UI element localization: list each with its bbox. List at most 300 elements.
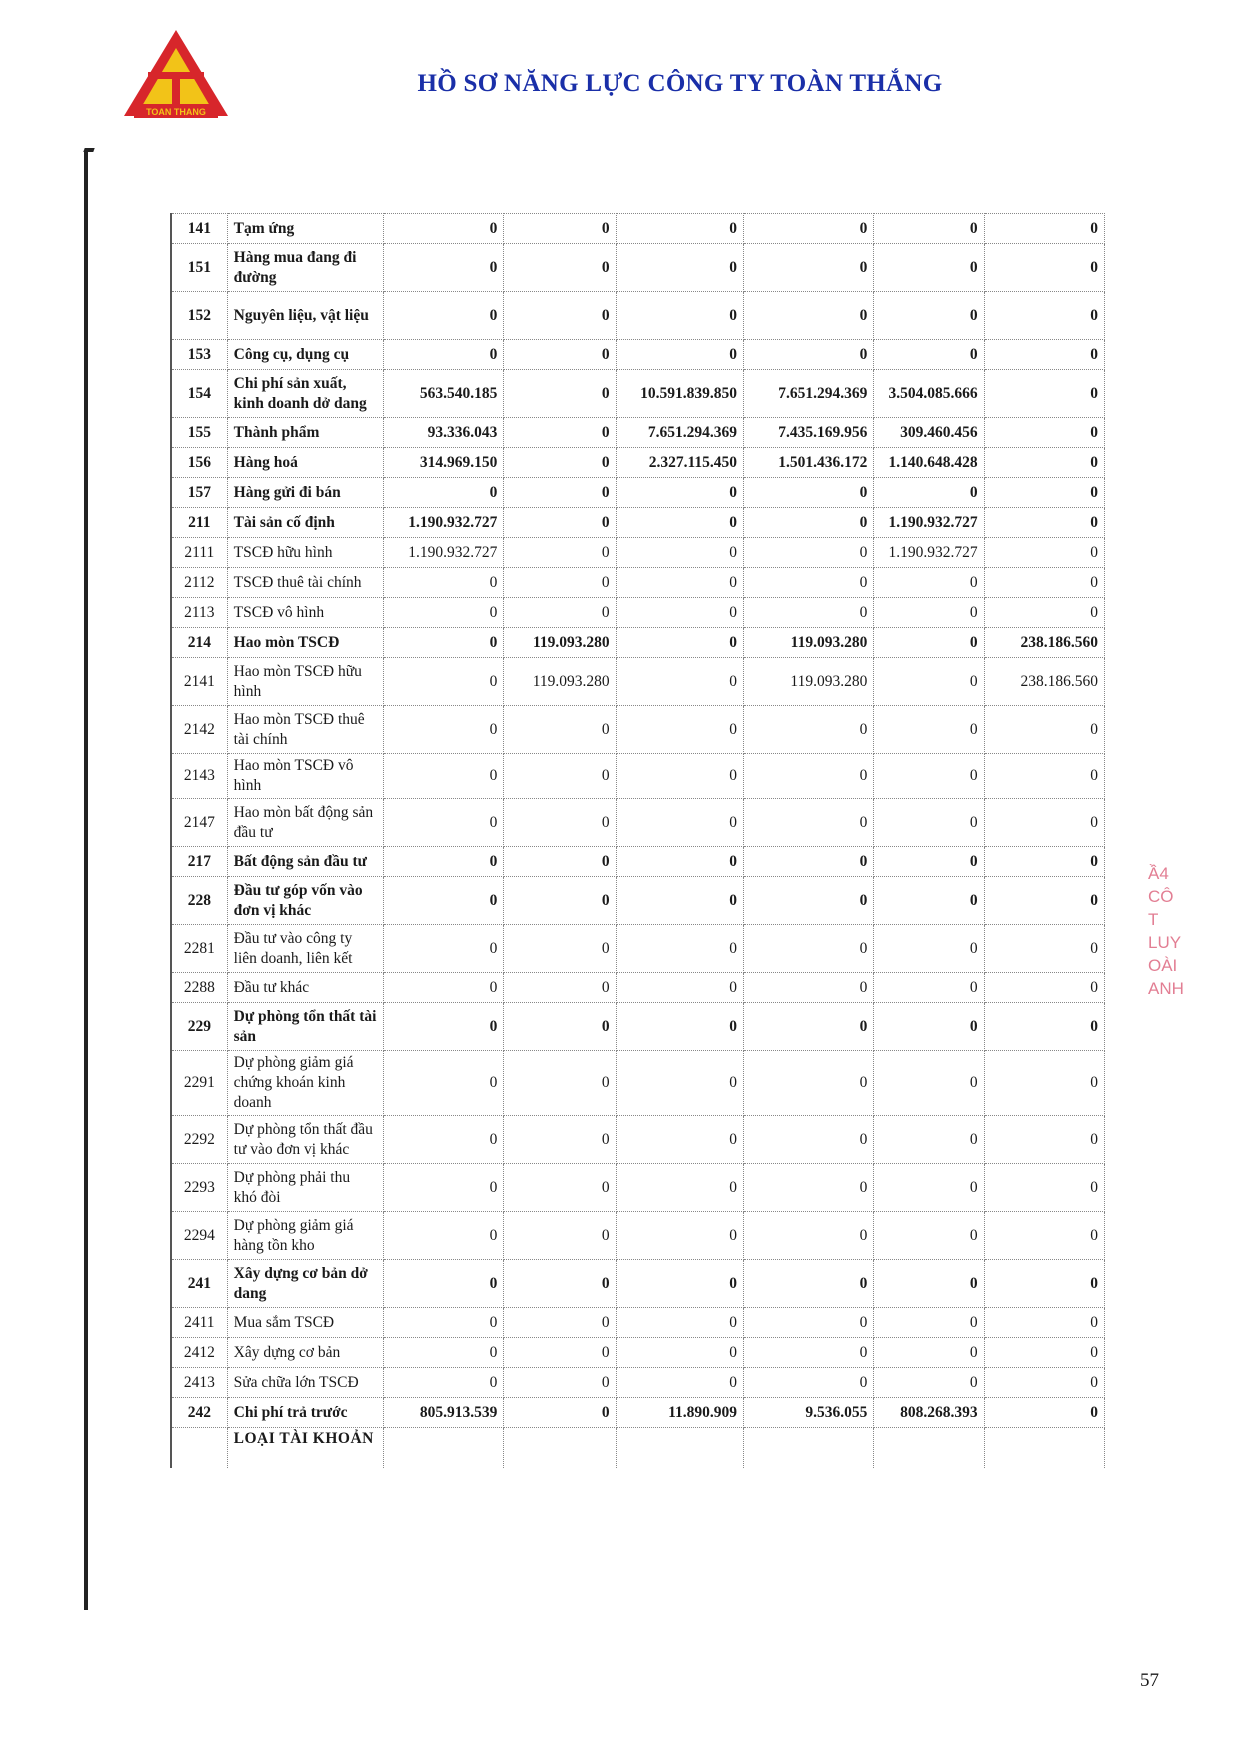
amount-cell: 0: [616, 877, 743, 925]
amount-cell: 0: [504, 448, 616, 478]
account-name: Chi phí trả trước: [227, 1398, 383, 1428]
account-name: Công cụ, dụng cụ: [227, 340, 383, 370]
amount-cell: 0: [874, 1338, 984, 1368]
table-row: [171, 706, 1105, 754]
amount-cell: 0: [384, 1116, 504, 1164]
amount-cell: 0: [504, 925, 616, 973]
account-name: Xây dựng cơ bản: [227, 1338, 383, 1368]
amount-cell: 119.093.280: [743, 628, 873, 658]
account-name: Dự phòng phải thu khó đòi: [227, 1164, 383, 1212]
account-name: TSCĐ vô hình: [227, 598, 383, 628]
amount-cell: 1.501.436.172: [743, 448, 873, 478]
amount-cell: 0: [616, 973, 743, 1003]
amount-cell: 0: [874, 1308, 984, 1338]
amount-cell: 805.913.539: [384, 1398, 504, 1428]
amount-cell: 0: [616, 292, 743, 340]
amount-cell: 0: [384, 1308, 504, 1338]
account-code: 2411: [171, 1308, 227, 1338]
table-row: [171, 448, 1105, 478]
amount-cell: 0: [616, 478, 743, 508]
amount-cell: 0: [874, 292, 984, 340]
margin-line: [84, 150, 88, 1610]
amount-cell: 1.190.932.727: [874, 538, 984, 568]
amount-cell: 0: [504, 973, 616, 1003]
amount-cell: 0: [504, 340, 616, 370]
table-row: [171, 478, 1105, 508]
amount-cell: 0: [504, 1212, 616, 1260]
stamp-text: LUY: [1148, 933, 1182, 952]
account-code: 217: [171, 847, 227, 877]
amount-cell: 0: [384, 628, 504, 658]
amount-cell: 0: [384, 799, 504, 847]
account-name: Dự phòng giảm giá hàng tồn kho: [227, 1212, 383, 1260]
table-row: [171, 508, 1105, 538]
account-name: Dự phòng tổn thất đầu tư vào đơn vị khác: [227, 1116, 383, 1164]
amount-cell: 808.268.393: [874, 1398, 984, 1428]
amount-cell: 0: [874, 877, 984, 925]
amount-cell: 0: [504, 847, 616, 877]
account-name: Hao mòn bất động sản đầu tư: [227, 799, 383, 847]
table-row: [171, 1308, 1105, 1338]
amount-cell: 0: [616, 754, 743, 799]
amount-cell: 0: [504, 754, 616, 799]
amount-cell: 0: [616, 1212, 743, 1260]
amount-cell: 2.327.115.450: [616, 448, 743, 478]
account-name: Hao mòn TSCĐ thuê tài chính: [227, 706, 383, 754]
empty-cell: [504, 1428, 616, 1469]
amount-cell: 0: [504, 214, 616, 244]
account-code: 2288: [171, 973, 227, 1003]
account-name: Dự phòng tổn thất tài sản: [227, 1003, 383, 1051]
amount-cell: 7.651.294.369: [743, 370, 873, 418]
amount-cell: 0: [504, 1368, 616, 1398]
amount-cell: 0: [743, 1003, 873, 1051]
amount-cell: 0: [984, 1116, 1104, 1164]
amount-cell: 0: [874, 847, 984, 877]
amount-cell: 0: [743, 925, 873, 973]
table-row: [171, 370, 1105, 418]
amount-cell: 0: [384, 706, 504, 754]
amount-cell: 119.093.280: [504, 628, 616, 658]
account-name: Sửa chữa lớn TSCĐ: [227, 1368, 383, 1398]
amount-cell: 0: [874, 799, 984, 847]
table-row: [171, 598, 1105, 628]
stamp-text: T: [1148, 910, 1159, 929]
amount-cell: 0: [743, 877, 873, 925]
empty-cell: [984, 1428, 1104, 1469]
amount-cell: 0: [874, 1260, 984, 1308]
amount-cell: 0: [743, 478, 873, 508]
account-code: 154: [171, 370, 227, 418]
amount-cell: 0: [384, 292, 504, 340]
amount-cell: 0: [743, 847, 873, 877]
account-code: 229: [171, 1003, 227, 1051]
amount-cell: 0: [874, 1212, 984, 1260]
amount-cell: 1.190.932.727: [384, 508, 504, 538]
amount-cell: 0: [874, 754, 984, 799]
amount-cell: 0: [616, 799, 743, 847]
amount-cell: 7.435.169.956: [743, 418, 873, 448]
amount-cell: 0: [504, 706, 616, 754]
amount-cell: 0: [743, 598, 873, 628]
amount-cell: 0: [384, 478, 504, 508]
amount-cell: 0: [616, 1164, 743, 1212]
amount-cell: 0: [616, 340, 743, 370]
account-code: 151: [171, 244, 227, 292]
account-name: Hàng hoá: [227, 448, 383, 478]
amount-cell: 0: [874, 214, 984, 244]
amount-cell: 0: [984, 370, 1104, 418]
amount-cell: 0: [504, 478, 616, 508]
table-row: [171, 799, 1105, 847]
table-row: [171, 418, 1105, 448]
company-logo: [120, 28, 232, 120]
page-title: HỒ SƠ NĂNG LỰC CÔNG TY TOÀN THẮNG: [417, 70, 943, 97]
amount-cell: 0: [384, 658, 504, 706]
empty-cell: [743, 1428, 873, 1469]
amount-cell: 0: [874, 1116, 984, 1164]
amount-cell: 563.540.185: [384, 370, 504, 418]
amount-cell: 314.969.150: [384, 448, 504, 478]
amount-cell: 0: [616, 1368, 743, 1398]
table-row: [171, 1260, 1105, 1308]
amount-cell: 0: [874, 658, 984, 706]
account-code: 156: [171, 448, 227, 478]
amount-cell: 0: [743, 244, 873, 292]
account-code: 2143: [171, 754, 227, 799]
amount-cell: 0: [616, 244, 743, 292]
logo-text: TOAN THANG: [146, 107, 206, 117]
amount-cell: 0: [504, 1116, 616, 1164]
account-name: Hao mòn TSCĐ: [227, 628, 383, 658]
account-name: Xây dựng cơ bản dở dang: [227, 1260, 383, 1308]
account-name: Đầu tư vào công ty liên doanh, liên kết: [227, 925, 383, 973]
amount-cell: 0: [384, 214, 504, 244]
table-row: [171, 292, 1105, 340]
account-code: 211: [171, 508, 227, 538]
amount-cell: 0: [504, 508, 616, 538]
account-code: 2292: [171, 1116, 227, 1164]
amount-cell: 0: [504, 1260, 616, 1308]
amount-cell: 0: [504, 1338, 616, 1368]
table-row: [171, 847, 1105, 877]
amount-cell: 0: [984, 292, 1104, 340]
amount-cell: 0: [616, 706, 743, 754]
amount-cell: 0: [616, 658, 743, 706]
amount-cell: 0: [384, 877, 504, 925]
amount-cell: 0: [874, 925, 984, 973]
account-name: Mua sắm TSCĐ: [227, 1308, 383, 1338]
amount-cell: 0: [743, 973, 873, 1003]
table-row: [171, 1164, 1105, 1212]
account-code: 2294: [171, 1212, 227, 1260]
account-name: TSCĐ hữu hình: [227, 538, 383, 568]
account-code: 2291: [171, 1051, 227, 1116]
amount-cell: 93.336.043: [384, 418, 504, 448]
table-row: [171, 538, 1105, 568]
amount-cell: 0: [616, 1308, 743, 1338]
amount-cell: 1.190.932.727: [384, 538, 504, 568]
table-row: [171, 973, 1105, 1003]
amount-cell: 0: [984, 877, 1104, 925]
table-row: [171, 1338, 1105, 1368]
amount-cell: 0: [984, 448, 1104, 478]
amount-cell: 0: [384, 754, 504, 799]
table-row: [171, 1368, 1105, 1398]
amount-cell: 0: [874, 568, 984, 598]
account-name: Hàng mua đang đi đường: [227, 244, 383, 292]
amount-cell: 0: [384, 1003, 504, 1051]
amount-cell: 7.651.294.369: [616, 418, 743, 448]
stamp-text: ANH: [1148, 979, 1184, 998]
amount-cell: 0: [743, 1338, 873, 1368]
account-name: Bất động sản đầu tư: [227, 847, 383, 877]
account-name: Tạm ứng: [227, 214, 383, 244]
account-code: 2147: [171, 799, 227, 847]
amount-cell: 0: [504, 538, 616, 568]
amount-cell: 0: [984, 1398, 1104, 1428]
amount-cell: 0: [504, 1003, 616, 1051]
amount-cell: 0: [984, 1003, 1104, 1051]
amount-cell: 0: [504, 1398, 616, 1428]
amount-cell: 0: [874, 1368, 984, 1398]
table-row: [171, 877, 1105, 925]
account-code: 155: [171, 418, 227, 448]
table-row: [171, 925, 1105, 973]
amount-cell: 0: [743, 1260, 873, 1308]
account-code: 2113: [171, 598, 227, 628]
amount-cell: 0: [743, 214, 873, 244]
amount-cell: 0: [616, 1260, 743, 1308]
amount-cell: 0: [384, 1212, 504, 1260]
amount-cell: 0: [384, 568, 504, 598]
amount-cell: 0: [384, 1051, 504, 1116]
amount-cell: 3.504.085.666: [874, 370, 984, 418]
account-code: 2412: [171, 1338, 227, 1368]
amount-cell: 0: [616, 538, 743, 568]
amount-cell: 119.093.280: [743, 658, 873, 706]
amount-cell: 0: [616, 214, 743, 244]
empty-cell: [874, 1428, 984, 1469]
amount-cell: 0: [984, 754, 1104, 799]
amount-cell: 1.140.648.428: [874, 448, 984, 478]
amount-cell: 0: [743, 754, 873, 799]
amount-cell: 0: [984, 847, 1104, 877]
table-row: [171, 1398, 1105, 1428]
amount-cell: 0: [504, 418, 616, 448]
amount-cell: 0: [984, 925, 1104, 973]
account-code: 2413: [171, 1368, 227, 1398]
amount-cell: 0: [874, 706, 984, 754]
amount-cell: 0: [874, 1164, 984, 1212]
account-name: Hao mòn TSCĐ hữu hình: [227, 658, 383, 706]
amount-cell: 0: [616, 598, 743, 628]
amount-cell: 0: [384, 847, 504, 877]
amount-cell: 0: [616, 628, 743, 658]
amount-cell: 0: [384, 340, 504, 370]
amount-cell: 0: [504, 1308, 616, 1338]
section-label: LOẠI TÀI KHOẢN: [227, 1428, 383, 1469]
amount-cell: 9.536.055: [743, 1398, 873, 1428]
account-name: Thành phẩm: [227, 418, 383, 448]
amount-cell: 0: [874, 598, 984, 628]
amount-cell: 0: [384, 1338, 504, 1368]
amount-cell: 0: [984, 1051, 1104, 1116]
amount-cell: 0: [743, 292, 873, 340]
account-code: 2112: [171, 568, 227, 598]
amount-cell: 238.186.560: [984, 628, 1104, 658]
account-code: 214: [171, 628, 227, 658]
table-row: [171, 1212, 1105, 1260]
amount-cell: 0: [504, 598, 616, 628]
amount-cell: 0: [504, 877, 616, 925]
table-row: [171, 214, 1105, 244]
account-code: 153: [171, 340, 227, 370]
account-code: 2142: [171, 706, 227, 754]
amount-cell: 0: [984, 418, 1104, 448]
amount-cell: 0: [743, 1116, 873, 1164]
amount-cell: 0: [984, 244, 1104, 292]
amount-cell: 0: [616, 1051, 743, 1116]
amount-cell: 0: [743, 1051, 873, 1116]
amount-cell: 0: [504, 292, 616, 340]
table-row: [171, 754, 1105, 799]
amount-cell: 0: [984, 1368, 1104, 1398]
amount-cell: 10.591.839.850: [616, 370, 743, 418]
amount-cell: 0: [504, 370, 616, 418]
account-name: Chi phí sản xuất, kinh doanh dở dang: [227, 370, 383, 418]
amount-cell: 119.093.280: [504, 658, 616, 706]
account-name: Hao mòn TSCĐ vô hình: [227, 754, 383, 799]
account-code: 2111: [171, 538, 227, 568]
account-code: 2281: [171, 925, 227, 973]
amount-cell: 0: [984, 568, 1104, 598]
page-number: 57: [1140, 1670, 1159, 1691]
amount-cell: 0: [984, 214, 1104, 244]
amount-cell: 0: [743, 1368, 873, 1398]
amount-cell: 0: [616, 1338, 743, 1368]
empty-cell: [171, 1428, 227, 1469]
amount-cell: 0: [743, 568, 873, 598]
amount-cell: 0: [874, 244, 984, 292]
table-footer-row: [171, 1428, 1105, 1469]
account-balance-table: [170, 213, 1105, 1468]
account-name: Dự phòng giảm giá chứng khoán kinh doanh: [227, 1051, 383, 1116]
amount-cell: 0: [984, 1212, 1104, 1260]
table-row: [171, 1051, 1105, 1116]
account-code: 141: [171, 214, 227, 244]
amount-cell: 0: [384, 1368, 504, 1398]
amount-cell: 0: [984, 1164, 1104, 1212]
table-row: [171, 658, 1105, 706]
amount-cell: 0: [384, 1260, 504, 1308]
amount-cell: 0: [616, 1003, 743, 1051]
amount-cell: 0: [743, 1164, 873, 1212]
amount-cell: 0: [984, 799, 1104, 847]
amount-cell: 309.460.456: [874, 418, 984, 448]
amount-cell: 0: [616, 847, 743, 877]
table-row: [171, 340, 1105, 370]
amount-cell: 0: [616, 1116, 743, 1164]
account-name: Tài sản cố định: [227, 508, 383, 538]
amount-cell: 0: [874, 340, 984, 370]
table-row: [171, 628, 1105, 658]
empty-cell: [616, 1428, 743, 1469]
amount-cell: 0: [384, 244, 504, 292]
red-stamp: [1148, 862, 1188, 1052]
amount-cell: 0: [743, 706, 873, 754]
account-code: 2293: [171, 1164, 227, 1212]
amount-cell: 0: [984, 1308, 1104, 1338]
amount-cell: 0: [384, 598, 504, 628]
amount-cell: 0: [743, 1212, 873, 1260]
table-row: [171, 1116, 1105, 1164]
empty-cell: [384, 1428, 504, 1469]
amount-cell: 0: [874, 628, 984, 658]
account-name: TSCĐ thuê tài chính: [227, 568, 383, 598]
amount-cell: 1.190.932.727: [874, 508, 984, 538]
stamp-text: CÔ: [1148, 887, 1174, 906]
amount-cell: 0: [384, 1164, 504, 1212]
amount-cell: 0: [384, 925, 504, 973]
amount-cell: 0: [874, 478, 984, 508]
amount-cell: 0: [504, 1164, 616, 1212]
table-row: [171, 244, 1105, 292]
amount-cell: 0: [874, 973, 984, 1003]
amount-cell: 0: [874, 1051, 984, 1116]
amount-cell: 0: [984, 1338, 1104, 1368]
amount-cell: 0: [616, 508, 743, 538]
stamp-text: OÀI: [1148, 956, 1178, 975]
account-code: 228: [171, 877, 227, 925]
amount-cell: 0: [874, 1003, 984, 1051]
amount-cell: 0: [616, 925, 743, 973]
account-name: Hàng gửi đi bán: [227, 478, 383, 508]
amount-cell: 0: [743, 1308, 873, 1338]
amount-cell: 0: [616, 568, 743, 598]
amount-cell: 0: [384, 973, 504, 1003]
account-code: 2141: [171, 658, 227, 706]
account-code: 242: [171, 1398, 227, 1428]
amount-cell: 0: [984, 598, 1104, 628]
amount-cell: 0: [984, 1260, 1104, 1308]
amount-cell: 0: [984, 973, 1104, 1003]
stamp-text: Ầ4: [1148, 864, 1169, 883]
amount-cell: 238.186.560: [984, 658, 1104, 706]
amount-cell: 0: [984, 706, 1104, 754]
amount-cell: 0: [504, 568, 616, 598]
amount-cell: 0: [743, 538, 873, 568]
table-row: [171, 568, 1105, 598]
amount-cell: 0: [984, 508, 1104, 538]
account-name: Đầu tư góp vốn vào đơn vị khác: [227, 877, 383, 925]
amount-cell: 0: [743, 508, 873, 538]
account-code: 152: [171, 292, 227, 340]
amount-cell: 0: [504, 1051, 616, 1116]
account-code: 157: [171, 478, 227, 508]
amount-cell: 0: [984, 538, 1104, 568]
amount-cell: 0: [984, 340, 1104, 370]
account-code: 241: [171, 1260, 227, 1308]
account-name: Đầu tư khác: [227, 973, 383, 1003]
amount-cell: 0: [743, 799, 873, 847]
amount-cell: 11.890.909: [616, 1398, 743, 1428]
amount-cell: 0: [984, 478, 1104, 508]
account-name: Nguyên liệu, vật liệu: [227, 292, 383, 340]
table-row: [171, 1003, 1105, 1051]
amount-cell: 0: [504, 244, 616, 292]
amount-cell: 0: [743, 340, 873, 370]
